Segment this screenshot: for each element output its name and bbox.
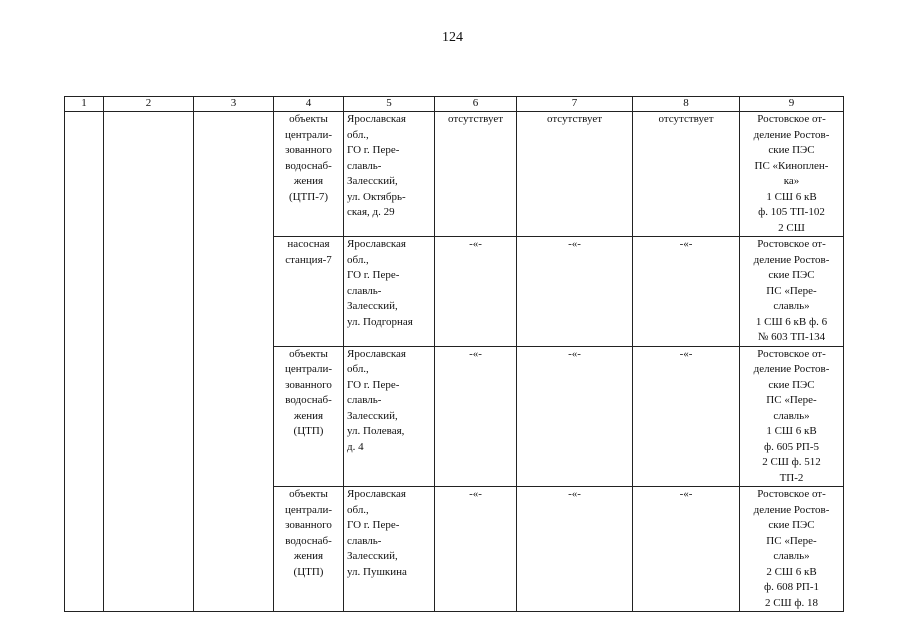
column7-cell: -«- — [517, 487, 633, 612]
object-cell: насосная станция-7 — [274, 237, 344, 347]
header-cell-3: 3 — [194, 97, 274, 112]
empty-cell-col1 — [65, 112, 104, 612]
empty-cell-col2 — [104, 112, 194, 612]
address-cell: Ярославская обл., ГО г. Пере- славль- Залесский, ул. Октябрь- ская, д. 29 — [344, 112, 435, 237]
header-cell-7: 7 — [517, 97, 633, 112]
column6-cell: -«- — [435, 346, 517, 487]
column7-cell: отсутствует — [517, 112, 633, 237]
address-cell: Ярославская обл., ГО г. Пере- славль- Залесский, ул. Пушкина — [344, 487, 435, 612]
header-cell-5: 5 — [344, 97, 435, 112]
header-cell-8: 8 — [633, 97, 740, 112]
supply-cell: Ростовское от- деление Ростов- ские ПЭС ПС «Пере- славль» 2 СШ 6 кВ ф. 608 РП-1 2 СШ ф. 18 — [740, 487, 844, 612]
column8-cell: -«- — [633, 237, 740, 347]
address-cell: Ярославская обл., ГО г. Пере- славль- Залесский, ул. Полевая, д. 4 — [344, 346, 435, 487]
data-table — [64, 96, 844, 612]
header-cell-6: 6 — [435, 97, 517, 112]
empty-cell-col3 — [194, 112, 274, 612]
column6-cell: -«- — [435, 487, 517, 612]
table-row — [65, 112, 844, 237]
address-cell: Ярославская обл., ГО г. Пере- славль- Залесский, ул. Подгорная — [344, 237, 435, 347]
column8-cell: -«- — [633, 487, 740, 612]
header-row — [65, 97, 844, 112]
column7-cell: -«- — [517, 346, 633, 487]
page-number: 124 — [442, 30, 463, 45]
object-cell: объекты централи- зованного водоснаб- жения (ЦТП) — [274, 346, 344, 487]
column6-cell: отсутствует — [435, 112, 517, 237]
supply-cell: Ростовское от- деление Ростов- ские ПЭС ПС «Пере- славль» 1 СШ 6 кВ ф. 605 РП-5 2 СШ ф. 512 ТП-2 — [740, 346, 844, 487]
column8-cell: отсутствует — [633, 112, 740, 237]
column7-cell: -«- — [517, 237, 633, 347]
header-cell-9: 9 — [740, 97, 844, 112]
header-cell-4: 4 — [274, 97, 344, 112]
header-cell-1: 1 — [65, 97, 104, 112]
object-cell: объекты централи- зованного водоснаб- жения (ЦТП) — [274, 487, 344, 612]
supply-cell: Ростовское от- деление Ростов- ские ПЭС ПС «Киноплен- ка» 1 СШ 6 кВ ф. 105 ТП-102 2 СШ — [740, 112, 844, 237]
supply-cell: Ростовское от- деление Ростов- ские ПЭС ПС «Пере- славль» 1 СШ 6 кВ ф. 6 № 603 ТП-134 — [740, 237, 844, 347]
header-cell-2: 2 — [104, 97, 194, 112]
object-cell: объекты централи- зованного водоснаб- жения (ЦТП-7) — [274, 112, 344, 237]
column6-cell: -«- — [435, 237, 517, 347]
column8-cell: -«- — [633, 346, 740, 487]
